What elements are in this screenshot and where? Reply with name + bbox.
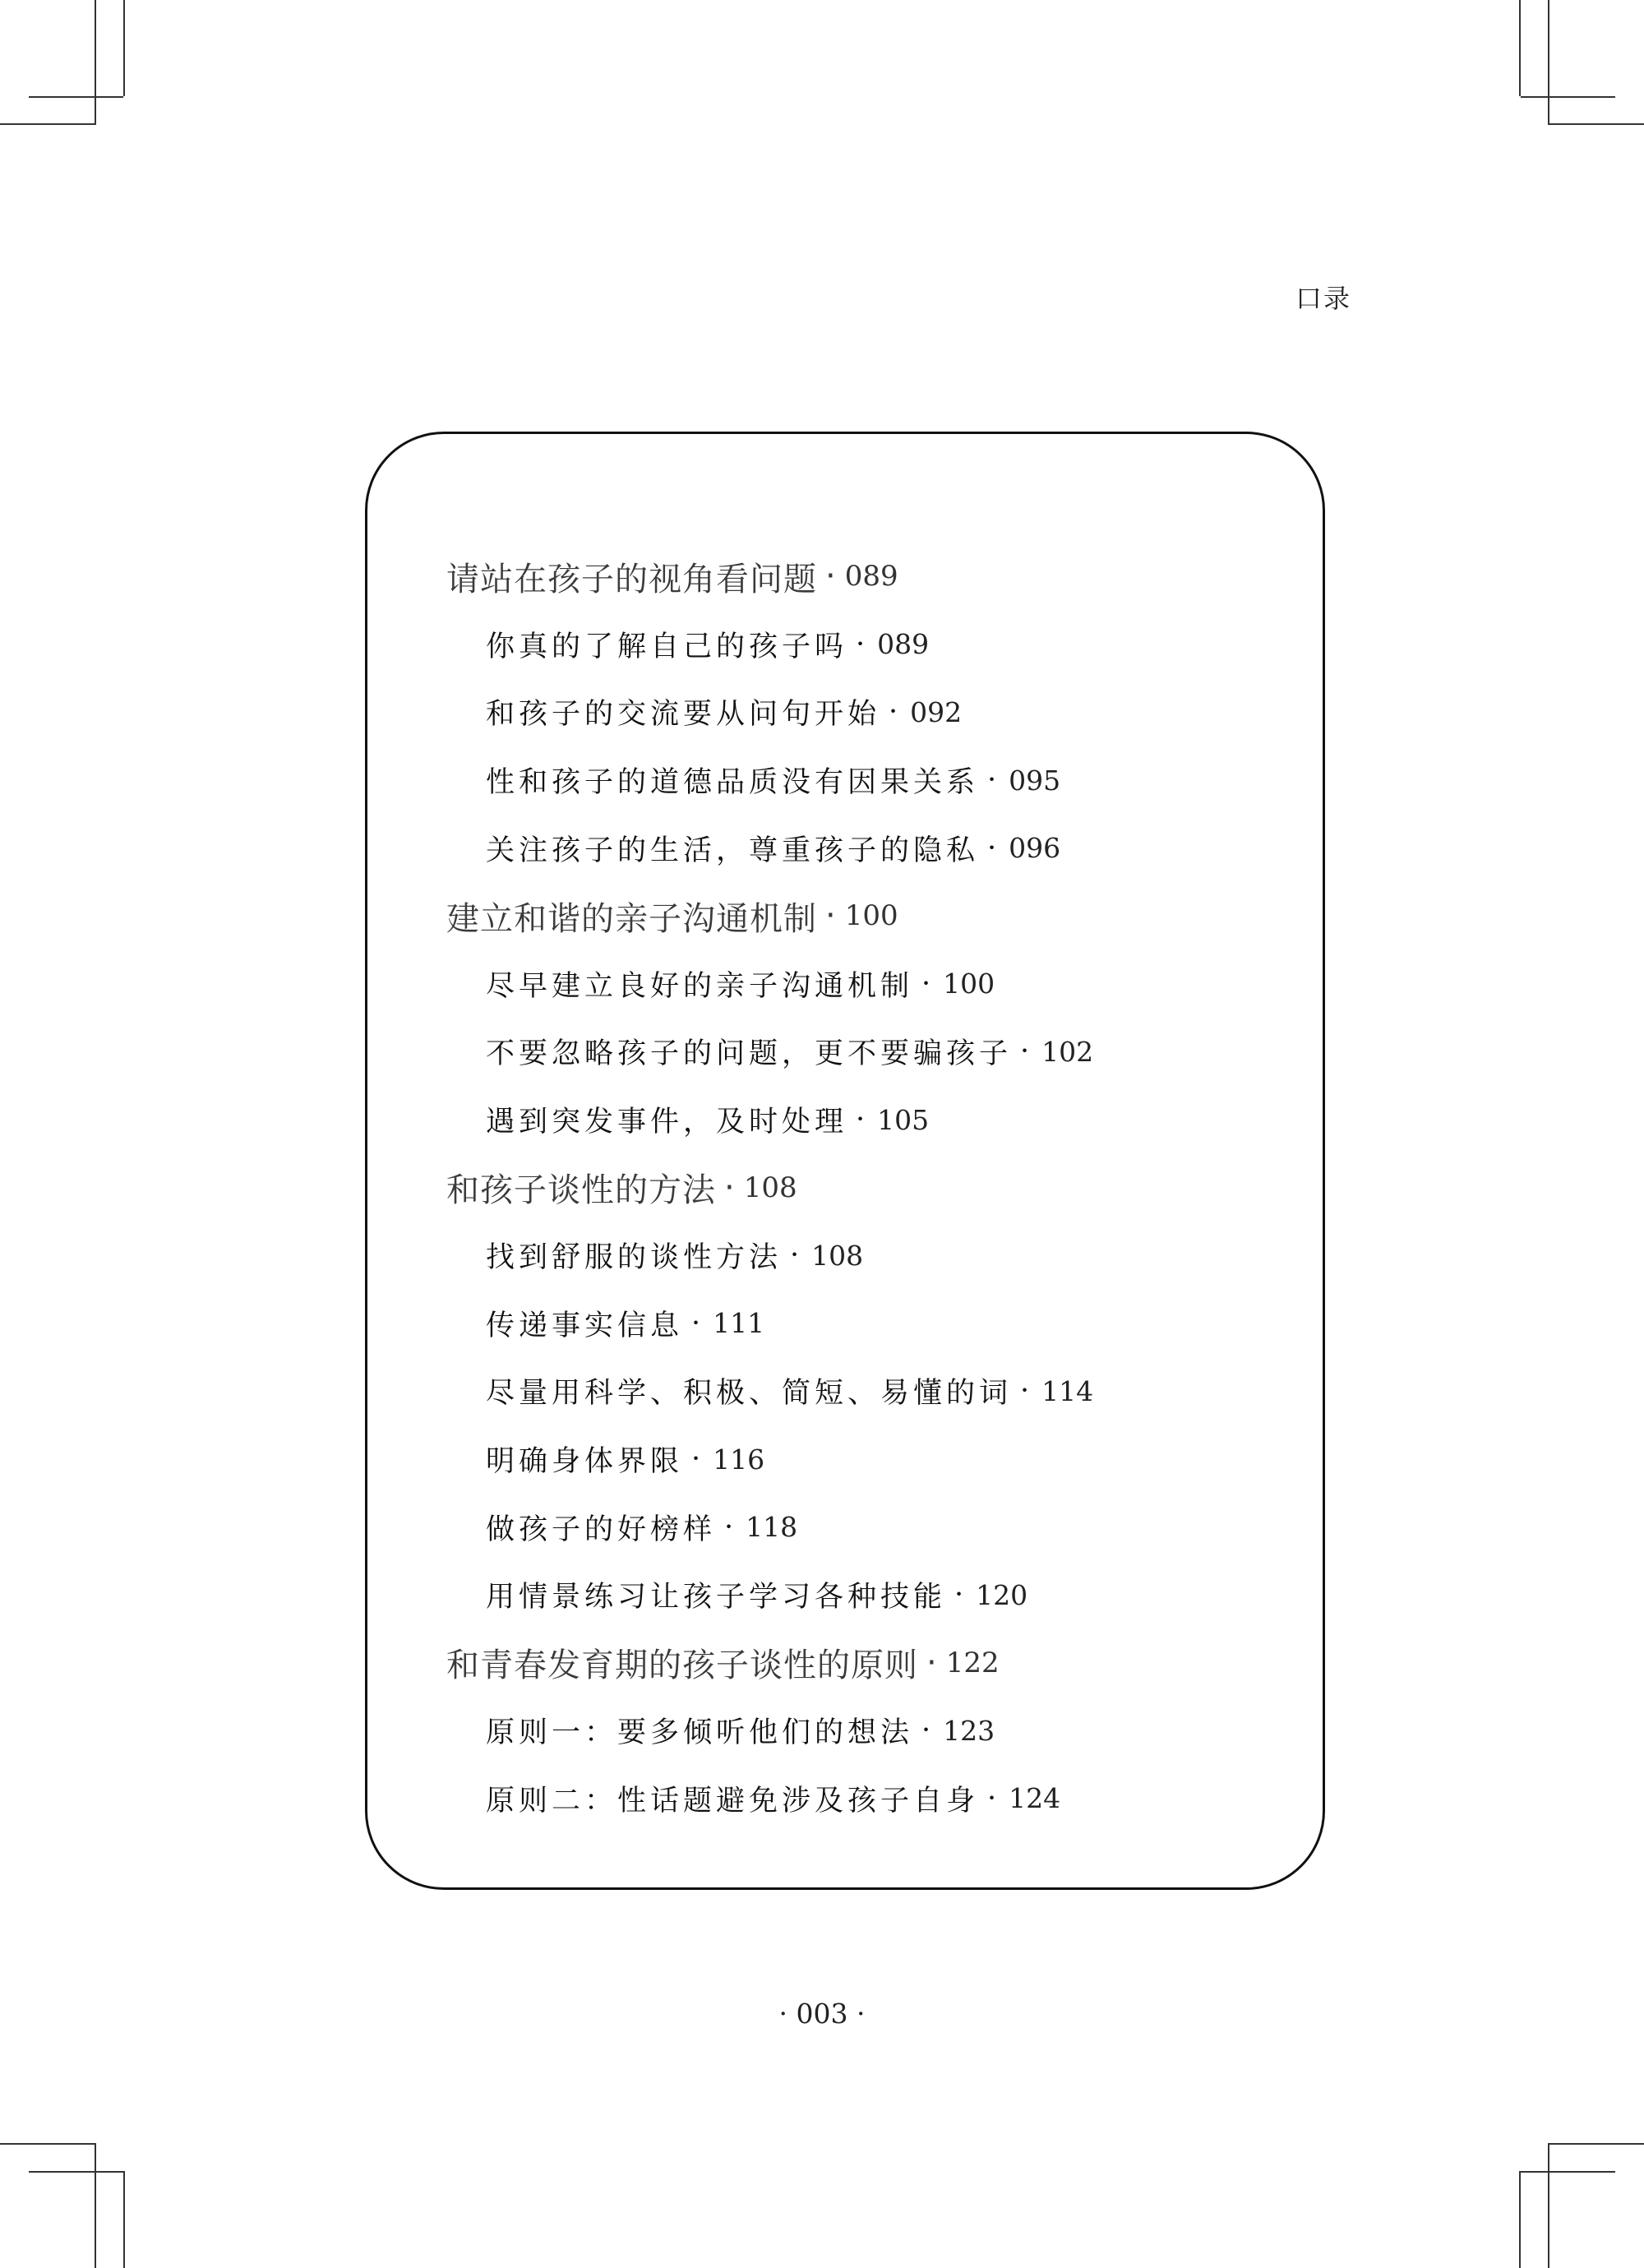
crop-mark-bottom-right-horizontal: [1521, 2171, 1615, 2173]
toc-separator: ·: [1020, 1035, 1034, 1069]
crop-mark-bottom-right-outer: [1548, 2143, 1549, 2268]
toc-page-number: 100: [943, 968, 995, 1000]
toc-title: 建立和谐的亲子沟通机制: [446, 899, 817, 938]
crop-mark-bottom-left-outer-h: [0, 2143, 96, 2145]
toc-subentry[interactable]: [446, 611, 1293, 679]
toc-separator: ·: [825, 897, 837, 935]
toc-separator: ·: [987, 831, 1001, 865]
toc-page-number: 089: [877, 628, 930, 661]
toc-page-number: 120: [976, 1578, 1028, 1611]
crop-mark-top-right-vertical: [1519, 0, 1521, 96]
toc-subentry[interactable]: [446, 1493, 1293, 1561]
toc-title: 尽量用科学、积极、简短、易懂的词: [486, 1377, 1013, 1411]
toc-page-number: 124: [1009, 1782, 1061, 1815]
toc-subentry[interactable]: [446, 950, 1293, 1019]
toc-title: 原则二：性话题避免涉及孩子自身: [486, 1784, 980, 1818]
toc-page-number: 108: [743, 1171, 797, 1204]
crop-mark-bottom-left-outer: [95, 2143, 96, 2268]
toc-separator: ·: [921, 967, 935, 1000]
toc-subentry[interactable]: [446, 814, 1293, 882]
toc-separator: ·: [825, 557, 837, 596]
toc-page-number: 116: [713, 1443, 765, 1476]
running-head: 口录: [1295, 283, 1351, 314]
crop-mark-top-right-horizontal: [1521, 96, 1615, 98]
toc-separator: ·: [856, 1103, 870, 1137]
toc-title: 和孩子的交流要从问句开始: [486, 698, 881, 732]
toc-subentry[interactable]: [446, 1425, 1293, 1494]
toc-title: 你真的了解自己的孩子吗: [486, 630, 848, 663]
toc-subentry[interactable]: [446, 1290, 1293, 1358]
toc-page-number: 122: [945, 1646, 1000, 1679]
toc-subentry[interactable]: [446, 678, 1293, 746]
toc-page-number: 102: [1041, 1035, 1094, 1068]
toc-subentry[interactable]: [446, 1697, 1293, 1765]
toc-subentry[interactable]: [446, 746, 1293, 815]
crop-mark-top-right-outer: [1548, 0, 1549, 125]
toc-separator: ·: [926, 1643, 938, 1682]
toc-subentry[interactable]: [446, 1018, 1293, 1086]
toc-page-number: 118: [746, 1511, 798, 1544]
toc-section[interactable]: [446, 543, 1293, 611]
toc-title: 和青春发育期的孩子谈性的原则: [446, 1647, 918, 1685]
toc-title: 遇到突发事件，及时处理: [486, 1106, 848, 1139]
toc-page-number: 095: [1009, 764, 1061, 797]
toc-title: 用情景练习让孩子学习各种技能: [486, 1581, 947, 1614]
toc-subentry[interactable]: [446, 1357, 1293, 1425]
crop-mark-top-left-vertical: [123, 0, 125, 96]
toc-page-number: 114: [1041, 1374, 1094, 1407]
toc-title: 请站在孩子的视角看问题: [446, 560, 817, 598]
toc-title: 明确身体界限: [486, 1445, 684, 1479]
crop-mark-bottom-right-vertical: [1519, 2171, 1521, 2268]
toc-section[interactable]: [446, 1629, 1293, 1698]
toc-title: 尽早建立良好的亲子沟通机制: [486, 969, 914, 1003]
toc-separator: ·: [987, 764, 1001, 797]
toc-separator: ·: [889, 695, 903, 729]
toc-page-number: 092: [910, 695, 963, 728]
toc-separator: ·: [724, 1510, 738, 1544]
toc-subentry[interactable]: [446, 1086, 1293, 1154]
toc-page-number: 089: [844, 560, 898, 594]
toc-title: 传递事实信息: [486, 1309, 684, 1342]
toc-separator: ·: [691, 1306, 705, 1340]
toc-page-number: 111: [713, 1307, 765, 1340]
toc-subentry[interactable]: [446, 1765, 1293, 1833]
toc-list: [446, 543, 1293, 1832]
crop-mark-bottom-right-outer-h: [1548, 2143, 1644, 2145]
toc-title: 性和孩子的道德品质没有因果关系: [486, 766, 980, 800]
toc-separator: ·: [790, 1239, 804, 1273]
toc-separator: ·: [921, 1714, 935, 1748]
toc-page-number: 123: [943, 1714, 995, 1747]
toc-subentry[interactable]: [446, 1561, 1293, 1629]
toc-title: 和孩子谈性的方法: [446, 1171, 716, 1210]
toc-title: 找到舒服的谈性方法: [486, 1241, 783, 1275]
crop-mark-bottom-left-vertical: [123, 2171, 125, 2268]
crop-mark-top-left-outer: [95, 0, 96, 125]
toc-title: 做孩子的好榜样: [486, 1513, 717, 1546]
toc-separator: ·: [724, 1168, 736, 1207]
toc-title: 原则一：要多倾听他们的想法: [486, 1716, 914, 1750]
page-number: · 003 ·: [778, 1998, 866, 2030]
toc-section[interactable]: [446, 882, 1293, 950]
toc-separator: ·: [1020, 1374, 1034, 1408]
crop-mark-top-left-outer-h: [0, 123, 96, 125]
toc-page-number: 100: [844, 899, 898, 933]
toc-separator: ·: [954, 1578, 968, 1612]
toc-separator: ·: [987, 1781, 1001, 1815]
toc-page-number: 096: [1009, 832, 1061, 865]
toc-title: 关注孩子的生活，尊重孩子的隐私: [486, 834, 980, 867]
toc-separator: ·: [856, 627, 870, 661]
toc-section[interactable]: [446, 1153, 1293, 1222]
crop-mark-top-left-horizontal: [29, 96, 123, 98]
toc-page-number: 108: [811, 1239, 864, 1272]
toc-separator: ·: [691, 1443, 705, 1476]
toc-page-number: 105: [877, 1103, 930, 1136]
crop-mark-top-right-outer-h: [1548, 123, 1644, 125]
toc-title: 不要忽略孩子的问题，更不要骗孩子: [486, 1037, 1013, 1071]
toc-subentry[interactable]: [446, 1222, 1293, 1290]
crop-mark-bottom-left-horizontal: [29, 2171, 123, 2173]
